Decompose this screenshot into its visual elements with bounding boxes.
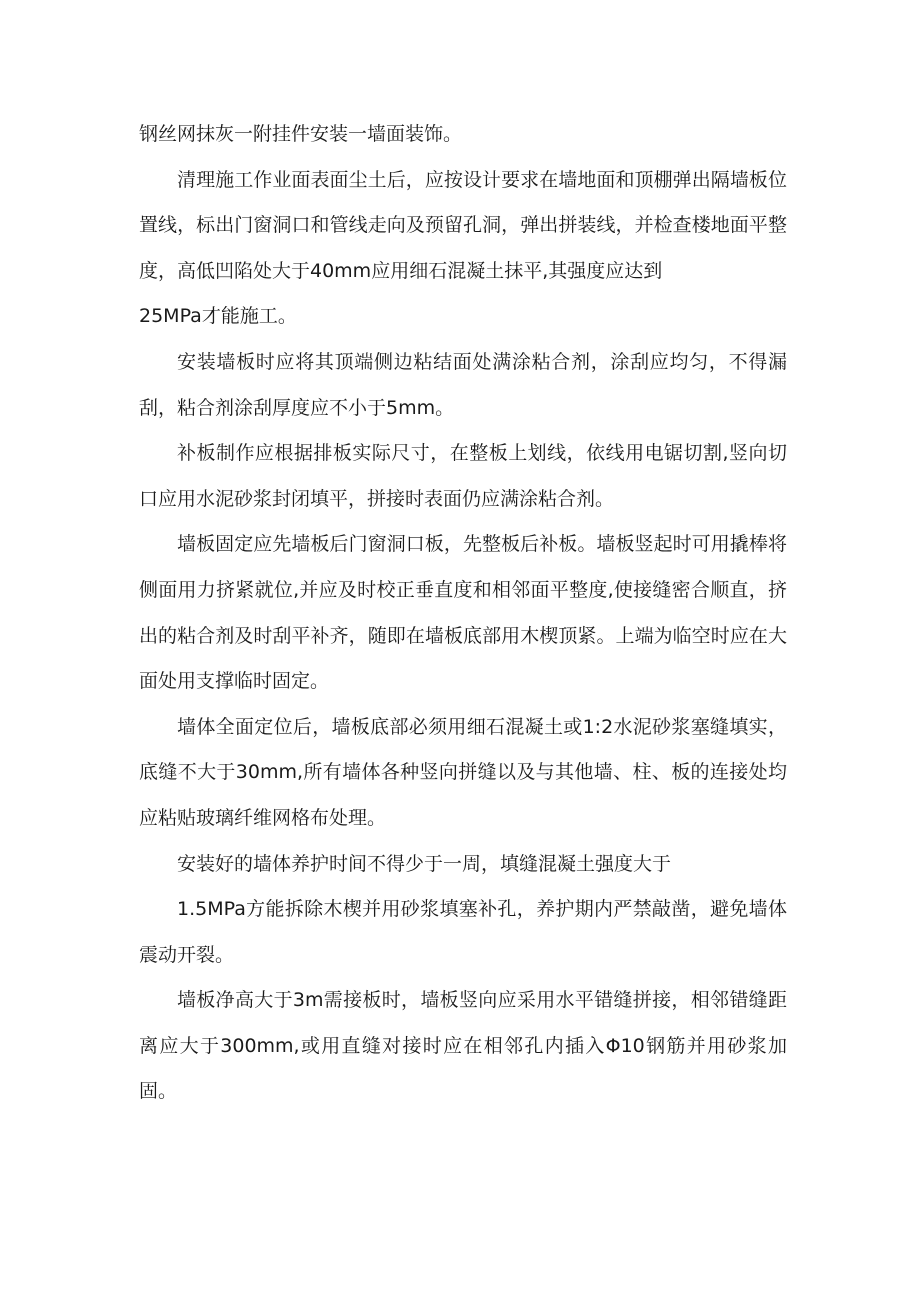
paragraph-8: 安装好的墙体养护时间不得少于一周，填缝混凝土强度大于 bbox=[177, 852, 672, 875]
paragraph-10: 墙板净高大于3m需接板时，墙板竖向应采用水平错缝拼接，相邻错缝距离应大于300mm,或用直缝对接时应在相邻孔内插入Φ10钢筋并用砂浆加固。 bbox=[139, 989, 787, 1103]
paragraph-5: 补板制作应根据排板实际尺寸，在整板上划线，依线用电锯切割,竖向切口应用水泥砂浆封闭填平，拼接时表面仍应满涂粘合剂。 bbox=[139, 442, 787, 510]
paragraph-4: 安装墙板时应将其顶端侧边粘结面处满涂粘合剂，涂刮应均匀，不得漏刮，粘合剂涂刮厚度应不小于5mm。 bbox=[139, 350, 787, 419]
paragraph-9: 1.5MPa方能拆除木楔并用砂浆填塞补孔，养护期内严禁敲凿，避免墙体震动开裂。 bbox=[139, 898, 787, 966]
document-body bbox=[139, 112, 787, 1115]
paragraph-6: 墙板固定应先墙板后门窗洞口板，先整板后补板。墙板竖起时可用撬棒将侧面用力挤紧就位,并应及时校正垂直度和相邻面平整度,使接缝密合顺直，挤出的粘合剂及时刮平补齐，随即在墙板底部用木楔顶紧。上端为临空时应在大面处用支撑临时固定。 bbox=[139, 533, 787, 693]
paragraph-2: 清理施工作业面表面尘土后，应按设计要求在墙地面和顶棚弹出隔墙板位置线，标出门窗洞口和管线走向及预留孔洞，弹出拼装线，并检查楼地面平整度，高低凹陷处大于40mm应用细石混凝土抹平,其强度应达到 bbox=[139, 168, 787, 282]
paragraph-3: 25MPa才能施工。 bbox=[139, 305, 297, 328]
paragraph-7: 墙体全面定位后，墙板底部必须用细石混凝土或1:2水泥砂浆塞缝填实，底缝不大于30mm,所有墙体各种竖向拼缝以及与其他墙、柱、板的连接处均应粘贴玻璃纤维网格布处理。 bbox=[139, 715, 787, 829]
paragraph-1: 钢丝网抹灰一附挂件安装一墙面装饰。 bbox=[139, 123, 463, 145]
